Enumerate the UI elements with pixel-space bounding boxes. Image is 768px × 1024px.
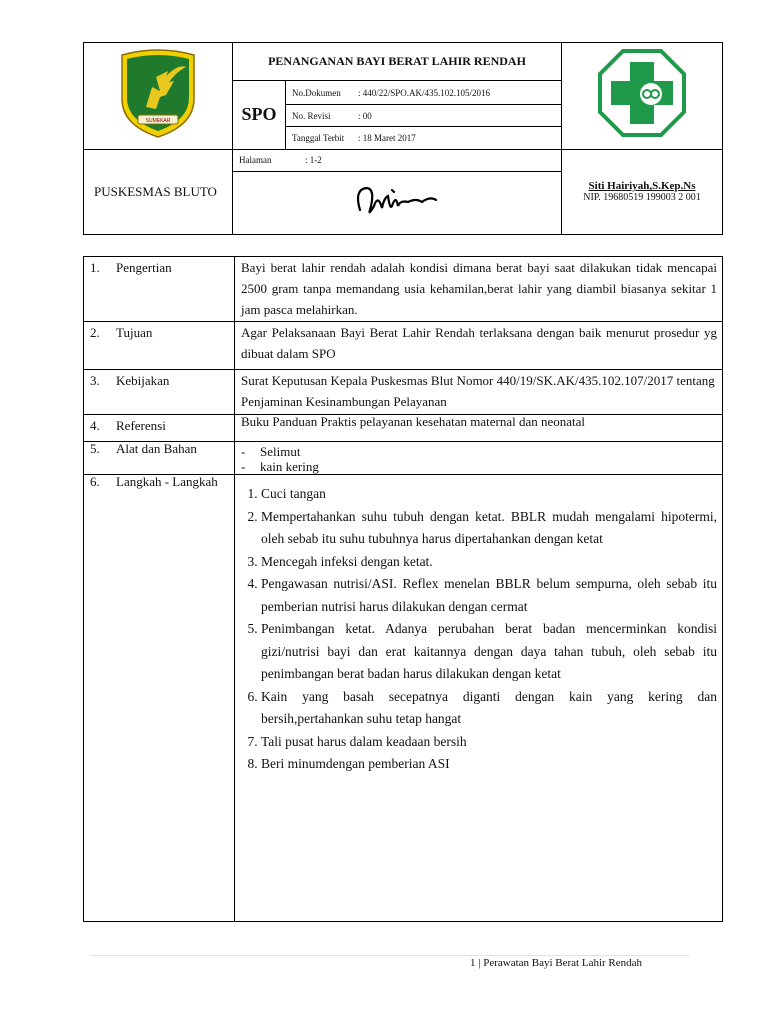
- procedure-table: [83, 256, 723, 922]
- list-item: 1. Cuci tangan: [261, 483, 717, 506]
- purpose-text: Agar Pelaksanaan Bayi Berat Lahir Rendah terlaksana dengan baik menurut prosedur yg dibuat dalam SPO: [235, 322, 723, 370]
- page-footer: 1 | Perawatan Bayi Berat Lahir Rendah: [470, 957, 643, 969]
- tools-cell: [235, 442, 723, 475]
- list-item: - kain kering: [241, 459, 717, 474]
- meta-doc-number: No.Dokumen : 440/22/SPO.AK/435.102.105/2016: [286, 81, 562, 105]
- row-label-cell: 6. Langkah - Langkah: [84, 475, 235, 922]
- row-label-cell: 5. Alat dan Bahan: [84, 442, 235, 475]
- list-item: 2. Mempertahankan suhu tubuh dengan ketat. BBLR mudah mengalami hipotermi, oleh sebab itu suhu tubuhnya harus dipertahankan dengan ketat: [261, 506, 717, 551]
- list-item: 7. Tali pusat harus dalam keadaan bersih: [261, 731, 717, 754]
- list-item: 3. Mencegah infeksi dengan ketat.: [261, 551, 717, 574]
- organization-name: PUSKESMAS BLUTO: [84, 149, 233, 234]
- row-label: Alat dan Bahan: [116, 441, 197, 456]
- table-row: [84, 257, 723, 322]
- row-label-cell: 4. Referensi: [84, 415, 235, 442]
- signer-nip: NIP. 19680519 199003 2 001: [583, 192, 701, 204]
- footer-divider: [90, 955, 690, 956]
- row-label-cell: 1. Pengertian: [84, 257, 235, 322]
- signer-name: Siti Hairiyah,S.Kep.Ns: [588, 180, 696, 193]
- reference-text: Buku Panduan Praktis pelayanan kesehatan maternal dan neonatal: [235, 415, 723, 442]
- row-label-cell: 2. Tujuan: [84, 322, 235, 370]
- tools-list: [241, 442, 717, 474]
- list-item: 8. Beri minumdengan pemberian ASI: [261, 753, 717, 776]
- health-logo-cell: [562, 43, 723, 150]
- signature-cell: [233, 171, 562, 234]
- regency-logo-cell: [84, 43, 233, 150]
- row-label: Referensi: [116, 418, 166, 433]
- list-item: 6. Kain yang basah secepatnya diganti dengan kain yang kering dan bersih,pertahankan suhu tetap hangat: [261, 686, 717, 731]
- steps-list: [241, 483, 717, 776]
- signer-block: [562, 149, 723, 234]
- list-item: - Selimut: [241, 444, 717, 459]
- table-row: [84, 442, 723, 475]
- table-row: [84, 370, 723, 415]
- row-label: Tujuan: [116, 325, 153, 340]
- meta-page: Halaman : 1-2: [233, 149, 562, 171]
- policy-text: Surat Keputusan Kepala Puskesmas Blut Nomor 440/19/SK.AK/435.102.107/2017 tentang Penjaminan Kesinambungan Pelayanan: [235, 370, 723, 415]
- row-label: Pengertian: [116, 260, 172, 275]
- table-row: [84, 475, 723, 922]
- meta-revision: No. Revisi : 00: [286, 105, 562, 127]
- meta-publish-date: Tanggal Terbit : 18 Maret 2017: [286, 127, 562, 149]
- list-item: 4. Pengawasan nutrisi/ASI. Reflex menelan BBLR belum sempurna, oleh sebab itu pemberian nutrisi harus dilakukan dengan cermat: [261, 573, 717, 618]
- document-title: PENANGANAN BAYI BERAT LAHIR RENDAH: [233, 43, 562, 81]
- regency-shield-logo: [116, 47, 200, 139]
- puskesmas-cross-logo: [597, 48, 687, 138]
- row-label: Langkah - Langkah: [116, 474, 218, 489]
- row-label-cell: 3. Kebijakan: [84, 370, 235, 415]
- logo-banner-text: SUMEKAR: [145, 118, 171, 125]
- table-row: [84, 322, 723, 370]
- definition-text: Bayi berat lahir rendah adalah kondisi dimana berat bayi saat dilakukan tidak mencapai 2500 gram tanpa memandang usia kehamilan,berat lahir yang diambil biasanya sekitar 1 jam pasca melahirkan.: [235, 257, 723, 322]
- steps-cell: [235, 475, 723, 922]
- table-row: [84, 415, 723, 442]
- spo-label: SPO: [233, 81, 286, 149]
- header-table: [83, 42, 723, 235]
- list-item: 5. Penimbangan ketat. Adanya perubahan berat badan mencerminkan kondisi gizi/nutrisi bayi dan erat kaitannya dengan daya tahan tubuh, oleh sebab itu penimbangan berat badan harus dilakukan dengan ketat: [261, 618, 717, 686]
- handwritten-signature: [352, 180, 442, 220]
- row-label: Kebijakan: [116, 373, 170, 388]
